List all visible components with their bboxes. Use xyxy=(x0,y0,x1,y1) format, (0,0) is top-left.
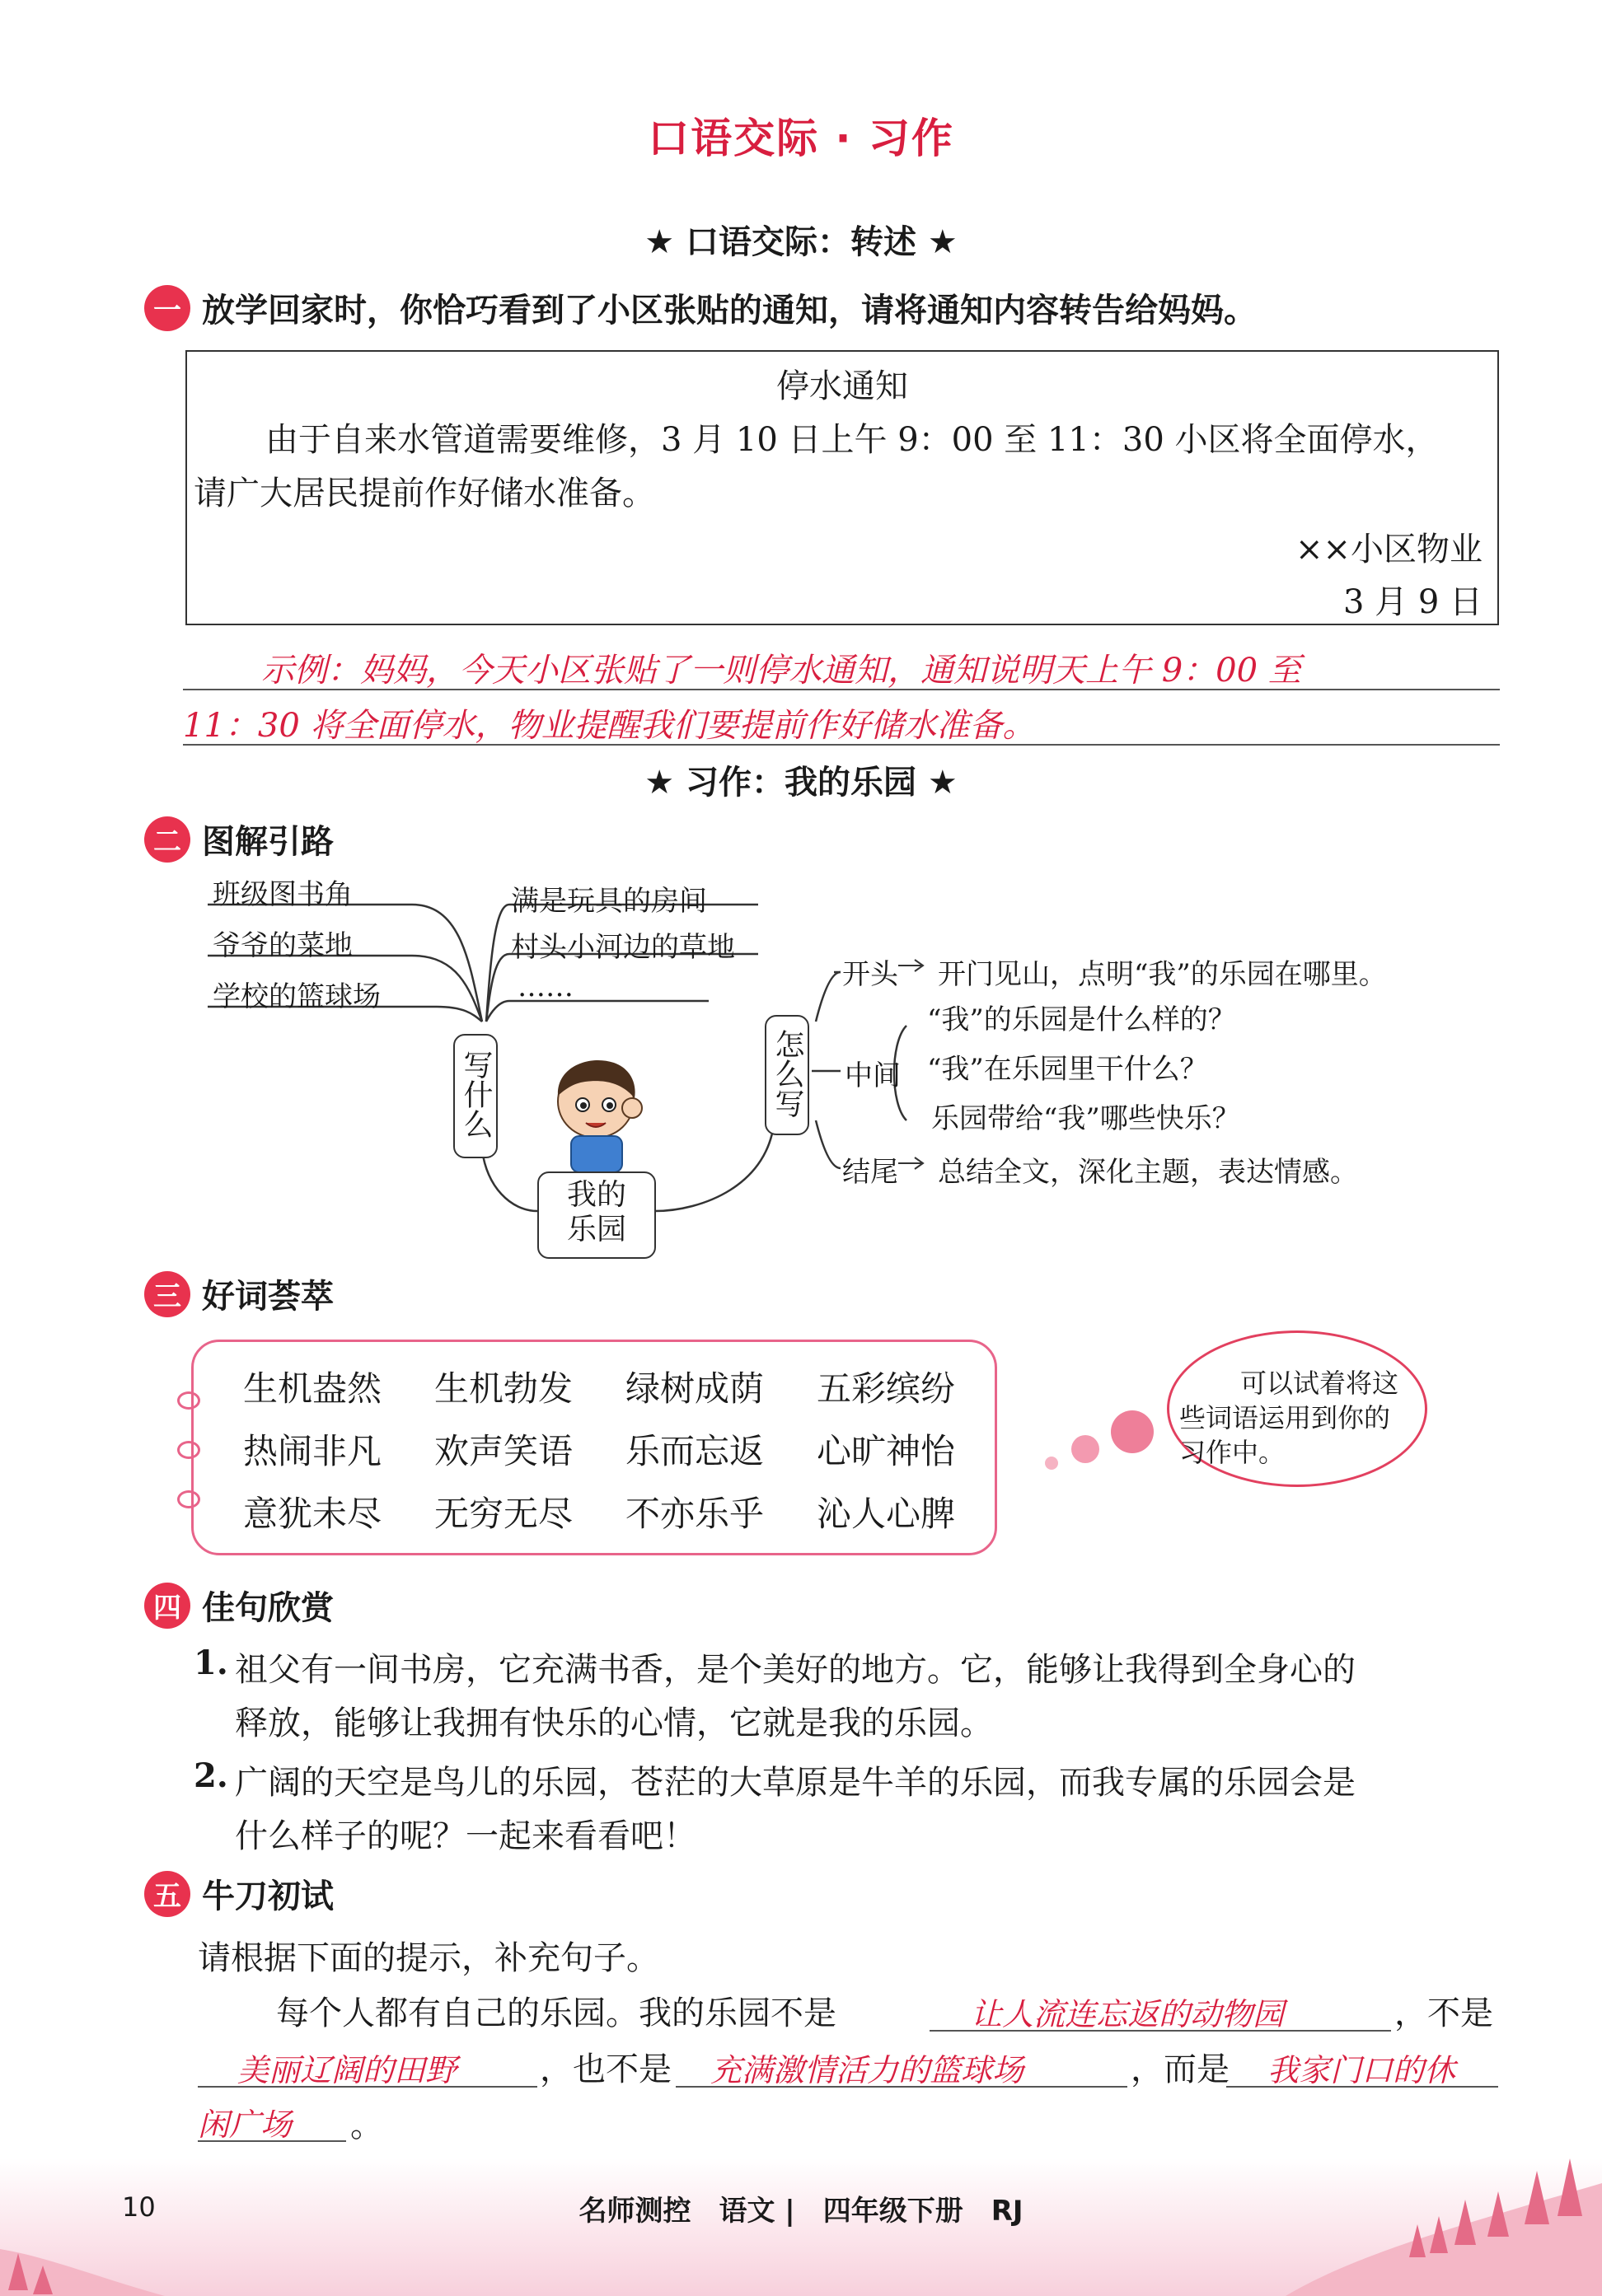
page-number: 10 xyxy=(122,2191,156,2223)
answer-text-1: 示例：妈妈，今天小区张贴了一则停水通知，通知说明天上午 9：00 至 xyxy=(261,652,1301,690)
my-paradise-label: 我的乐园 xyxy=(566,1178,626,1246)
s5-answer-field-1 xyxy=(930,1987,1391,2032)
bubble-dot-large xyxy=(1111,1410,1154,1453)
page-title: 口语交际 · 习作 xyxy=(648,115,954,162)
section-2-badge: 二 xyxy=(144,816,190,863)
bubble-dot-small xyxy=(1045,1457,1058,1470)
end-label: 结尾 xyxy=(842,1156,898,1189)
section-3-badge: 三 xyxy=(144,1271,190,1317)
s5-answer-field-2 xyxy=(198,2043,537,2088)
section-3-header xyxy=(144,1270,334,1317)
word: 五彩缤纷 xyxy=(817,1368,956,1409)
middle-item-2: “我”在乐园里干什么？ xyxy=(927,1053,1208,1086)
s5-prompt-1: 每个人都有自己的乐园。我的乐园不是 xyxy=(276,1994,836,2032)
start-label: 开头 xyxy=(842,958,898,991)
s5-answer-3: 充满激情活力的篮球场 xyxy=(710,2052,1024,2088)
s5-answer-field-3 xyxy=(676,2043,1127,2088)
oral-subtitle: ★ 口语交际：转述 ★ xyxy=(644,223,958,261)
ring-3 xyxy=(177,1490,200,1508)
sentence-2-number: 2. xyxy=(194,1756,228,1795)
tip-line-1: 可以试着将这 xyxy=(1240,1368,1399,1399)
how-to-write-label: 怎么写 xyxy=(771,1028,804,1118)
s5-answer-1: 让人流连忘返的动物园 xyxy=(971,1996,1285,2032)
section-2-title: 图解引路 xyxy=(202,823,334,861)
word: 欢声笑语 xyxy=(434,1431,574,1471)
writing-subtitle: ★ 习作：我的乐园 ★ xyxy=(644,764,958,802)
s5-instruction: 请根据下面的提示，补充句子。 xyxy=(198,1939,659,1977)
word: 无穷无尽 xyxy=(434,1494,574,1534)
section-4-header xyxy=(144,1582,334,1629)
word: 热闹非凡 xyxy=(243,1431,382,1471)
section-5-title: 牛刀初试 xyxy=(202,1877,334,1915)
tip-line-3: 习作中。 xyxy=(1179,1437,1286,1468)
word-box xyxy=(191,1340,997,1555)
s5-answer-2: 美丽辽阔的田野 xyxy=(237,2052,457,2088)
right-item-3: …… xyxy=(518,970,574,1003)
left-item-2: 爷爷的菜地 xyxy=(213,929,353,962)
how-to-write-box xyxy=(765,1015,809,1135)
tip-bubble xyxy=(1167,1330,1427,1487)
s5-prompt-3: ，也不是 xyxy=(540,2051,672,2088)
ring-1 xyxy=(177,1391,200,1410)
section-4-title: 佳句欣赏 xyxy=(202,1589,334,1627)
right-item-2: 村头小河边的草地 xyxy=(511,931,735,964)
section-5-badge: 五 xyxy=(144,1871,190,1917)
tip-line-2: 些词语运用到你的 xyxy=(1179,1402,1391,1433)
section-1-question: 放学回家时，你恰巧看到了小区张贴的通知，请将通知内容转告给妈妈。 xyxy=(202,292,1257,330)
section-4-badge: 四 xyxy=(144,1583,190,1629)
bubble-dot-medium xyxy=(1071,1435,1099,1463)
left-item-1: 班级图书角 xyxy=(213,878,353,911)
word: 生机勃发 xyxy=(434,1368,574,1409)
boy-illustration xyxy=(540,1050,655,1174)
sentence-2-line-2: 什么样子的呢？一起来看看吧！ xyxy=(235,1817,696,1855)
word: 沁人心脾 xyxy=(817,1494,956,1534)
answer-text-2: 11：30 将全面停水，物业提醒我们要提前作好储水准备。 xyxy=(183,707,1036,745)
notice-line-2: 请广大居民提前作好储水准备。 xyxy=(194,475,655,512)
s5-answer-4a: 我家门口的休 xyxy=(1267,2052,1456,2088)
end-text: 总结全文，深化主题，表达情感。 xyxy=(938,1156,1358,1189)
notice-signature: ××小区物业 xyxy=(1295,531,1483,568)
sentence-1-line-2: 释放，能够让我拥有快乐的心情，它就是我的乐园。 xyxy=(235,1704,993,1742)
left-item-3: 学校的篮球场 xyxy=(213,980,381,1013)
notice-line-1: 由于自来水管道需要维修，3 月 10 日上午 9：00 至 11：30 小区将全面停水， xyxy=(265,421,1439,459)
section-3-title: 好词荟萃 xyxy=(202,1278,334,1316)
ring-2 xyxy=(177,1441,200,1459)
word: 绿树成荫 xyxy=(625,1368,765,1409)
middle-item-3: 乐园带给“我”哪些快乐？ xyxy=(931,1102,1240,1135)
s5-answer-field-4b xyxy=(198,2097,346,2142)
s5-answer-4b: 闲广场 xyxy=(198,2107,293,2143)
my-paradise-box xyxy=(537,1171,656,1259)
middle-label: 中间 xyxy=(845,1059,901,1092)
footer-text: 名师测控 语文 | 四年级下册 RJ xyxy=(578,2195,1024,2228)
what-to-write-label: 写什么 xyxy=(459,1050,493,1139)
s5-end-punct: 。 xyxy=(350,2107,383,2144)
sentence-2-line-1: 广阔的天空是鸟儿的乐园，苍茫的大草原是牛羊的乐园，而我专属的乐园会是 xyxy=(235,1764,1356,1802)
word: 乐而忘返 xyxy=(625,1431,765,1471)
sentence-1-number: 1. xyxy=(194,1644,228,1682)
notice-date: 3 月 9 日 xyxy=(1342,583,1483,621)
word: 意犹未尽 xyxy=(243,1494,382,1534)
word: 不亦乐乎 xyxy=(625,1494,765,1534)
section-1-badge: 一 xyxy=(144,285,190,331)
notice-title: 停水通知 xyxy=(776,367,908,405)
sentence-1-line-1: 祖父有一间书房，它充满书香，是个美好的地方。它，能够让我得到全身心的 xyxy=(235,1651,1356,1689)
word: 心旷神怡 xyxy=(817,1431,956,1471)
s5-prompt-2: ，不是 xyxy=(1394,1994,1493,2032)
word: 生机盎然 xyxy=(243,1368,382,1409)
right-item-1: 满是玩具的房间 xyxy=(511,885,707,918)
what-to-write-box xyxy=(453,1034,498,1158)
section-5-header xyxy=(144,1870,334,1917)
s5-answer-field-4a xyxy=(1226,2043,1498,2088)
start-text: 开门见山，点明“我”的乐园在哪里。 xyxy=(938,958,1387,991)
s5-prompt-4: ，而是 xyxy=(1131,2051,1230,2088)
middle-item-1: “我”的乐园是什么样的？ xyxy=(927,1003,1236,1036)
